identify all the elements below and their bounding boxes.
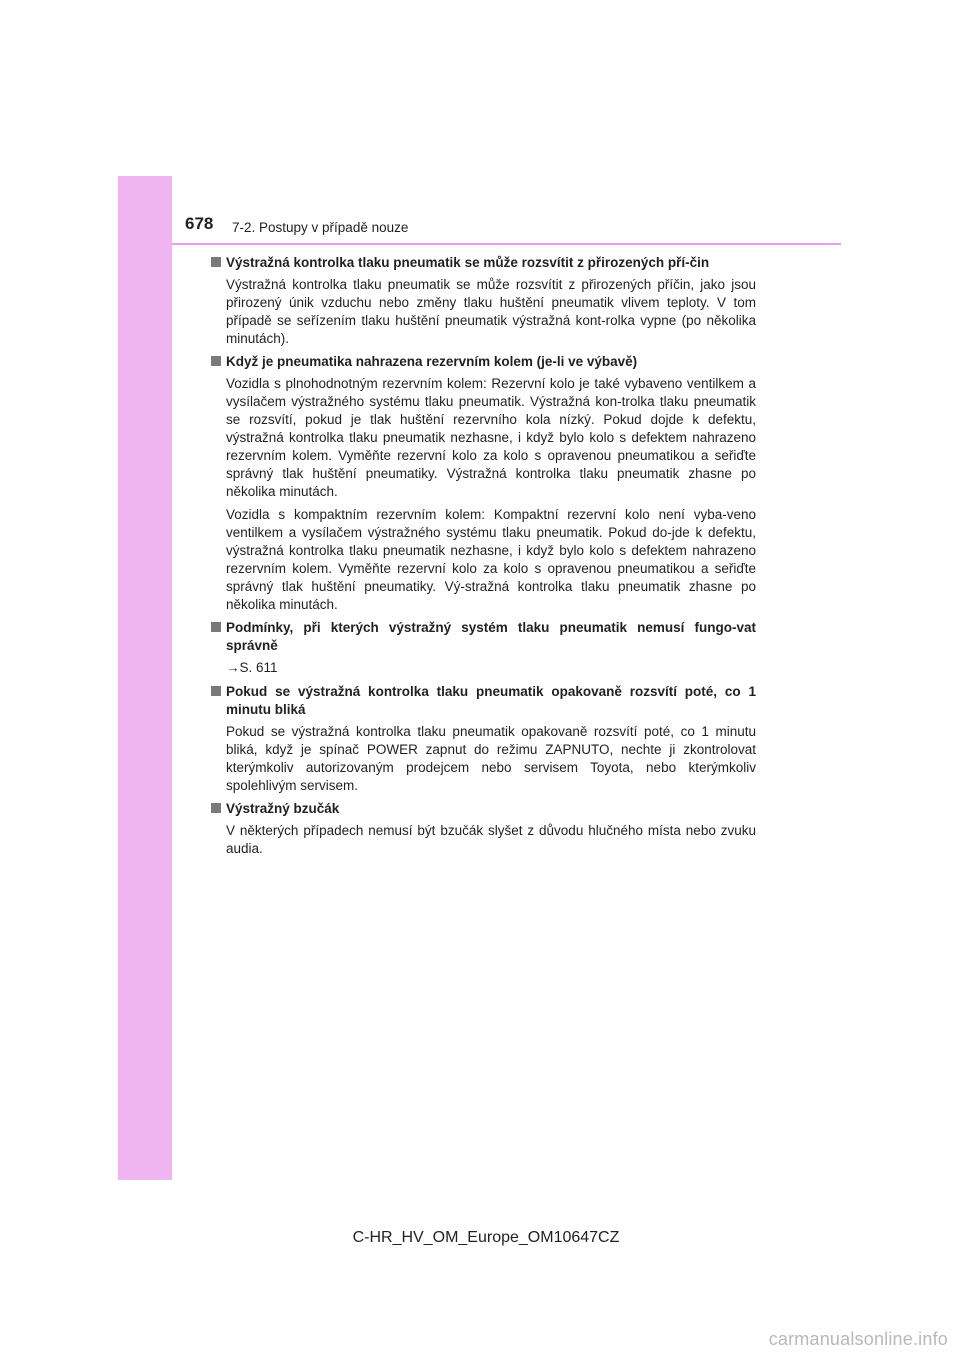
section-heading-text: Pokud se výstražná kontrolka tlaku pneumatik opakovaně rozsvítí poté, co 1 minutu bliká <box>226 684 756 717</box>
paragraph: Vozidla s kompaktním rezervním kolem: Kompaktní rezervní kolo není vyba-veno ventilkem a vysílačem výstražného systému tlaku pneumatik. Pokud do-jde k defektu, výstražná kontrolka tlaku pneumatik nezhasne, i když bylo kolo s defektem nahrazeno rezervním kolem. Vyměňte rezervní kolo za kolo s opravenou pneumatikou a seřiďte správný tlak huštění pneumatiky. Vý-stražná kontrolka tlaku pneumatik zhasne po několika minutách. <box>226 507 756 612</box>
section-title: 7-2. Postupy v případě nouze <box>232 220 409 235</box>
page-reference: →S. 611 <box>226 660 278 675</box>
square-bullet-icon <box>211 803 221 813</box>
page-content <box>210 254 756 863</box>
header-rule <box>172 243 841 245</box>
section-heading <box>210 254 756 272</box>
page-number: 678 <box>185 214 214 233</box>
square-bullet-icon <box>211 686 221 696</box>
section-heading-text: Když je pneumatika nahrazena rezervním kolem (je-li ve výbavě) <box>226 354 638 369</box>
paragraph: Vozidla s plnohodnotným rezervním kolem: Rezervní kolo je také vybaveno ventilkem a vysílačem výstražného systému tlaku pneumatik. Výstražná kon-trolka tlaku pneumatik se rozsvítí, pokud je tlak huštění rezervního kola nízký. Pokud dojde k defektu, výstražná kontrolka tlaku pneumatik nezhasne, i když bylo kolo s defektem nahrazeno rezervním kolem. Vyměňte rezervní kolo za kolo s opravenou pneumatikou a seřiďte správný tlak huštění pneumatiky. Výstražná kontrolka tlaku pneumatik zhasne po několika minutách. <box>226 376 756 499</box>
section-heading <box>210 619 756 655</box>
paragraph: V některých případech nemusí být bzučák slyšet z důvodu hlučného místa nebo zvuku audia. <box>226 823 756 856</box>
section-heading <box>210 800 756 818</box>
section-spare-wheel <box>210 353 756 614</box>
section-heading <box>210 683 756 719</box>
section-natural-causes <box>210 254 756 348</box>
section-heading-text: Výstražná kontrolka tlaku pneumatik se může rozsvítit z přirozených pří-čin <box>226 255 710 270</box>
document-code: C-HR_HV_OM_Europe_OM10647CZ <box>352 1229 620 1246</box>
section-heading-text: Podmínky, při kterých výstražný systém tlaku pneumatik nemusí fungo-vat správně <box>226 620 756 653</box>
section-heading <box>210 353 756 371</box>
side-tab-bar <box>118 176 172 1180</box>
square-bullet-icon <box>211 622 221 632</box>
square-bullet-icon <box>211 356 221 366</box>
square-bullet-icon <box>211 257 221 267</box>
section-conditions <box>210 619 756 677</box>
paragraph: Výstražná kontrolka tlaku pneumatik se může rozsvítit z přirozených příčin, jako jsou přirozený únik vzduchu nebo změny tlaku huštění pneumatik vlivem teploty. V tom případě se seřízením tlaku huštění pneumatik výstražná kont-rolka vypne (po několika minutách). <box>226 277 756 346</box>
watermark: carmanualsonline.info <box>768 1329 948 1349</box>
paragraph: Pokud se výstražná kontrolka tlaku pneumatik opakovaně rozsvítí poté, co 1 minutu bliká, když je spínač POWER zapnut do režimu ZAPNUTO, nechte ji zkontrolovat kterýmkoliv autorizovaným prodejcem nebo servisem Toyota, nebo kterýmkoliv spolehlivým servisem. <box>226 724 756 793</box>
section-buzzer <box>210 800 756 858</box>
section-heading-text: Výstražný bzučák <box>226 801 340 816</box>
section-repeated-warning <box>210 683 756 795</box>
